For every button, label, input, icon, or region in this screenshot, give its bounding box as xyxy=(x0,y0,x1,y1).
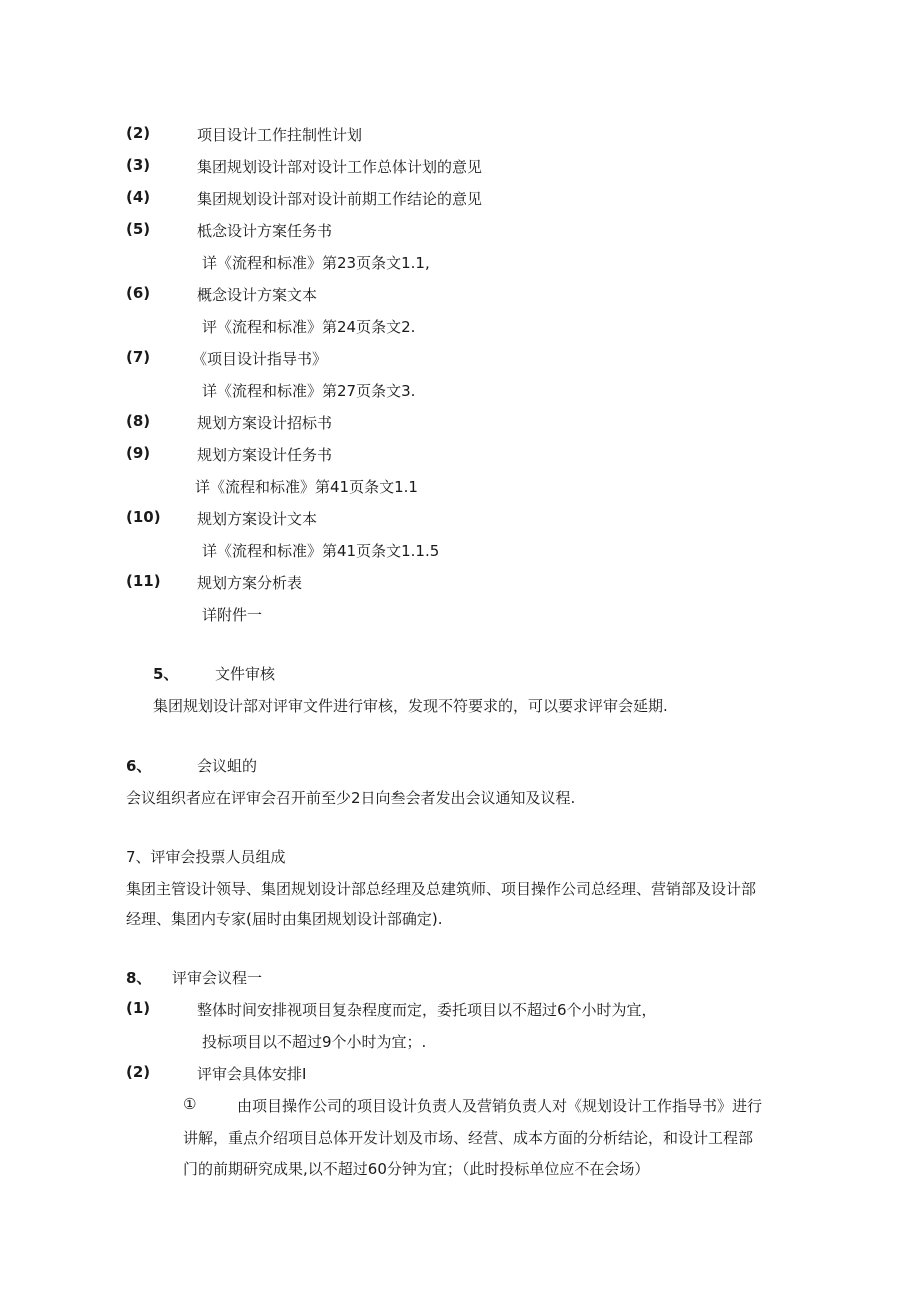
section-6-body: 会议组织者应在评审会召开前至少2日向叁会者发出会议通知及议程. xyxy=(126,789,576,807)
list-item-reference: 评《流程和标准》第24页条文2. xyxy=(202,318,416,336)
section-8-number: 8、 xyxy=(126,969,152,987)
list-item-number: (10) xyxy=(126,508,161,526)
list-item-title: 项目设计工作拄制性计划 xyxy=(197,126,363,144)
list-item-title: 规划方案分析表 xyxy=(197,574,303,592)
list-item-title: 规划方案设计招标书 xyxy=(197,414,333,432)
list-item-title: 《项目设计指导书》 xyxy=(192,350,328,368)
section-5-number: 5、 xyxy=(153,665,179,683)
list-item-number: (11) xyxy=(126,572,161,590)
agenda-sub-1-line1: 由项目操作公司的项目设计负责人及营销负责人对《规划设计工作指导书》进行 xyxy=(237,1097,763,1115)
list-item-number: (7) xyxy=(126,348,151,366)
section-5-body: 集团规划设计部对评审文件进行审核，发现不符要求的，可以要求评审会延期. xyxy=(153,697,668,715)
agenda-sub-1-line2: 讲解，重点介绍项目总体开发计划及市场、经营、成本方面的分析结论，和设计工程部 xyxy=(183,1129,754,1147)
list-item-number: (5) xyxy=(126,220,151,238)
list-item-reference: 详《流程和标准》第27页条文3. xyxy=(202,382,416,400)
section-8-title: 评审会议程一 xyxy=(172,969,263,987)
agenda-item-1-number: (1) xyxy=(126,999,151,1017)
list-item-number: (3) xyxy=(126,156,151,174)
list-item-reference: 详《流程和标准》第41页条文1.1.5 xyxy=(202,542,440,560)
list-item-title: 集团规划设计部对设计工作总体计划的意见 xyxy=(197,158,483,176)
list-item-number: (4) xyxy=(126,188,151,206)
section-6-title: 会议蛆的 xyxy=(197,757,258,775)
section-6-number: 6、 xyxy=(126,757,152,775)
list-item-number: (9) xyxy=(126,444,151,462)
agenda-sub-1-marker: ① xyxy=(183,1095,197,1113)
list-item-title: 柢念设计方案任务书 xyxy=(197,222,333,240)
list-item-title: 概念设计方案文本 xyxy=(197,286,318,304)
agenda-item-2-number: (2) xyxy=(126,1063,151,1081)
list-item-reference: 详附件一 xyxy=(202,606,263,624)
list-item-reference: 详《流程和标准》第41页条文1.1 xyxy=(195,478,418,496)
list-item-title: 规划方案设计文本 xyxy=(197,510,318,528)
agenda-item-2-text: 评审会具体安排I xyxy=(197,1065,307,1083)
list-item-reference: 详《流程和标准》第23页条文1.1, xyxy=(202,254,430,272)
list-item-title: 规划方案设计任务书 xyxy=(197,446,333,464)
section-7-body-line1: 集团主管设计领导、集团规划设计部总经理及总建筑师、项目操作公司总经理、营销部及设计部 xyxy=(126,880,757,898)
section-7-title: 7、评审会投票人员组成 xyxy=(126,848,286,866)
list-item-number: (2) xyxy=(126,124,151,142)
agenda-item-1-line2: 投标项目以不超过9个小时为宜；. xyxy=(202,1033,427,1051)
section-5-title: 文件审核 xyxy=(215,665,276,683)
list-item-title: 集团规划设计部对设计前期工作结论的意见 xyxy=(197,190,483,208)
list-item-number: (8) xyxy=(126,412,151,430)
agenda-item-1-line1: 整体时间安排视项目复杂程度而定，委托项目以不超过6个小时为宜， xyxy=(197,1001,657,1019)
list-item-number: (6) xyxy=(126,284,151,302)
section-7-body-line2: 经理、集团内专家(届时由集团规划设计部确定). xyxy=(126,910,443,928)
agenda-sub-1-line3: 门的前期研究成果,以不超过60分钟为宜；（此时投标单位应不在会场） xyxy=(183,1160,650,1178)
